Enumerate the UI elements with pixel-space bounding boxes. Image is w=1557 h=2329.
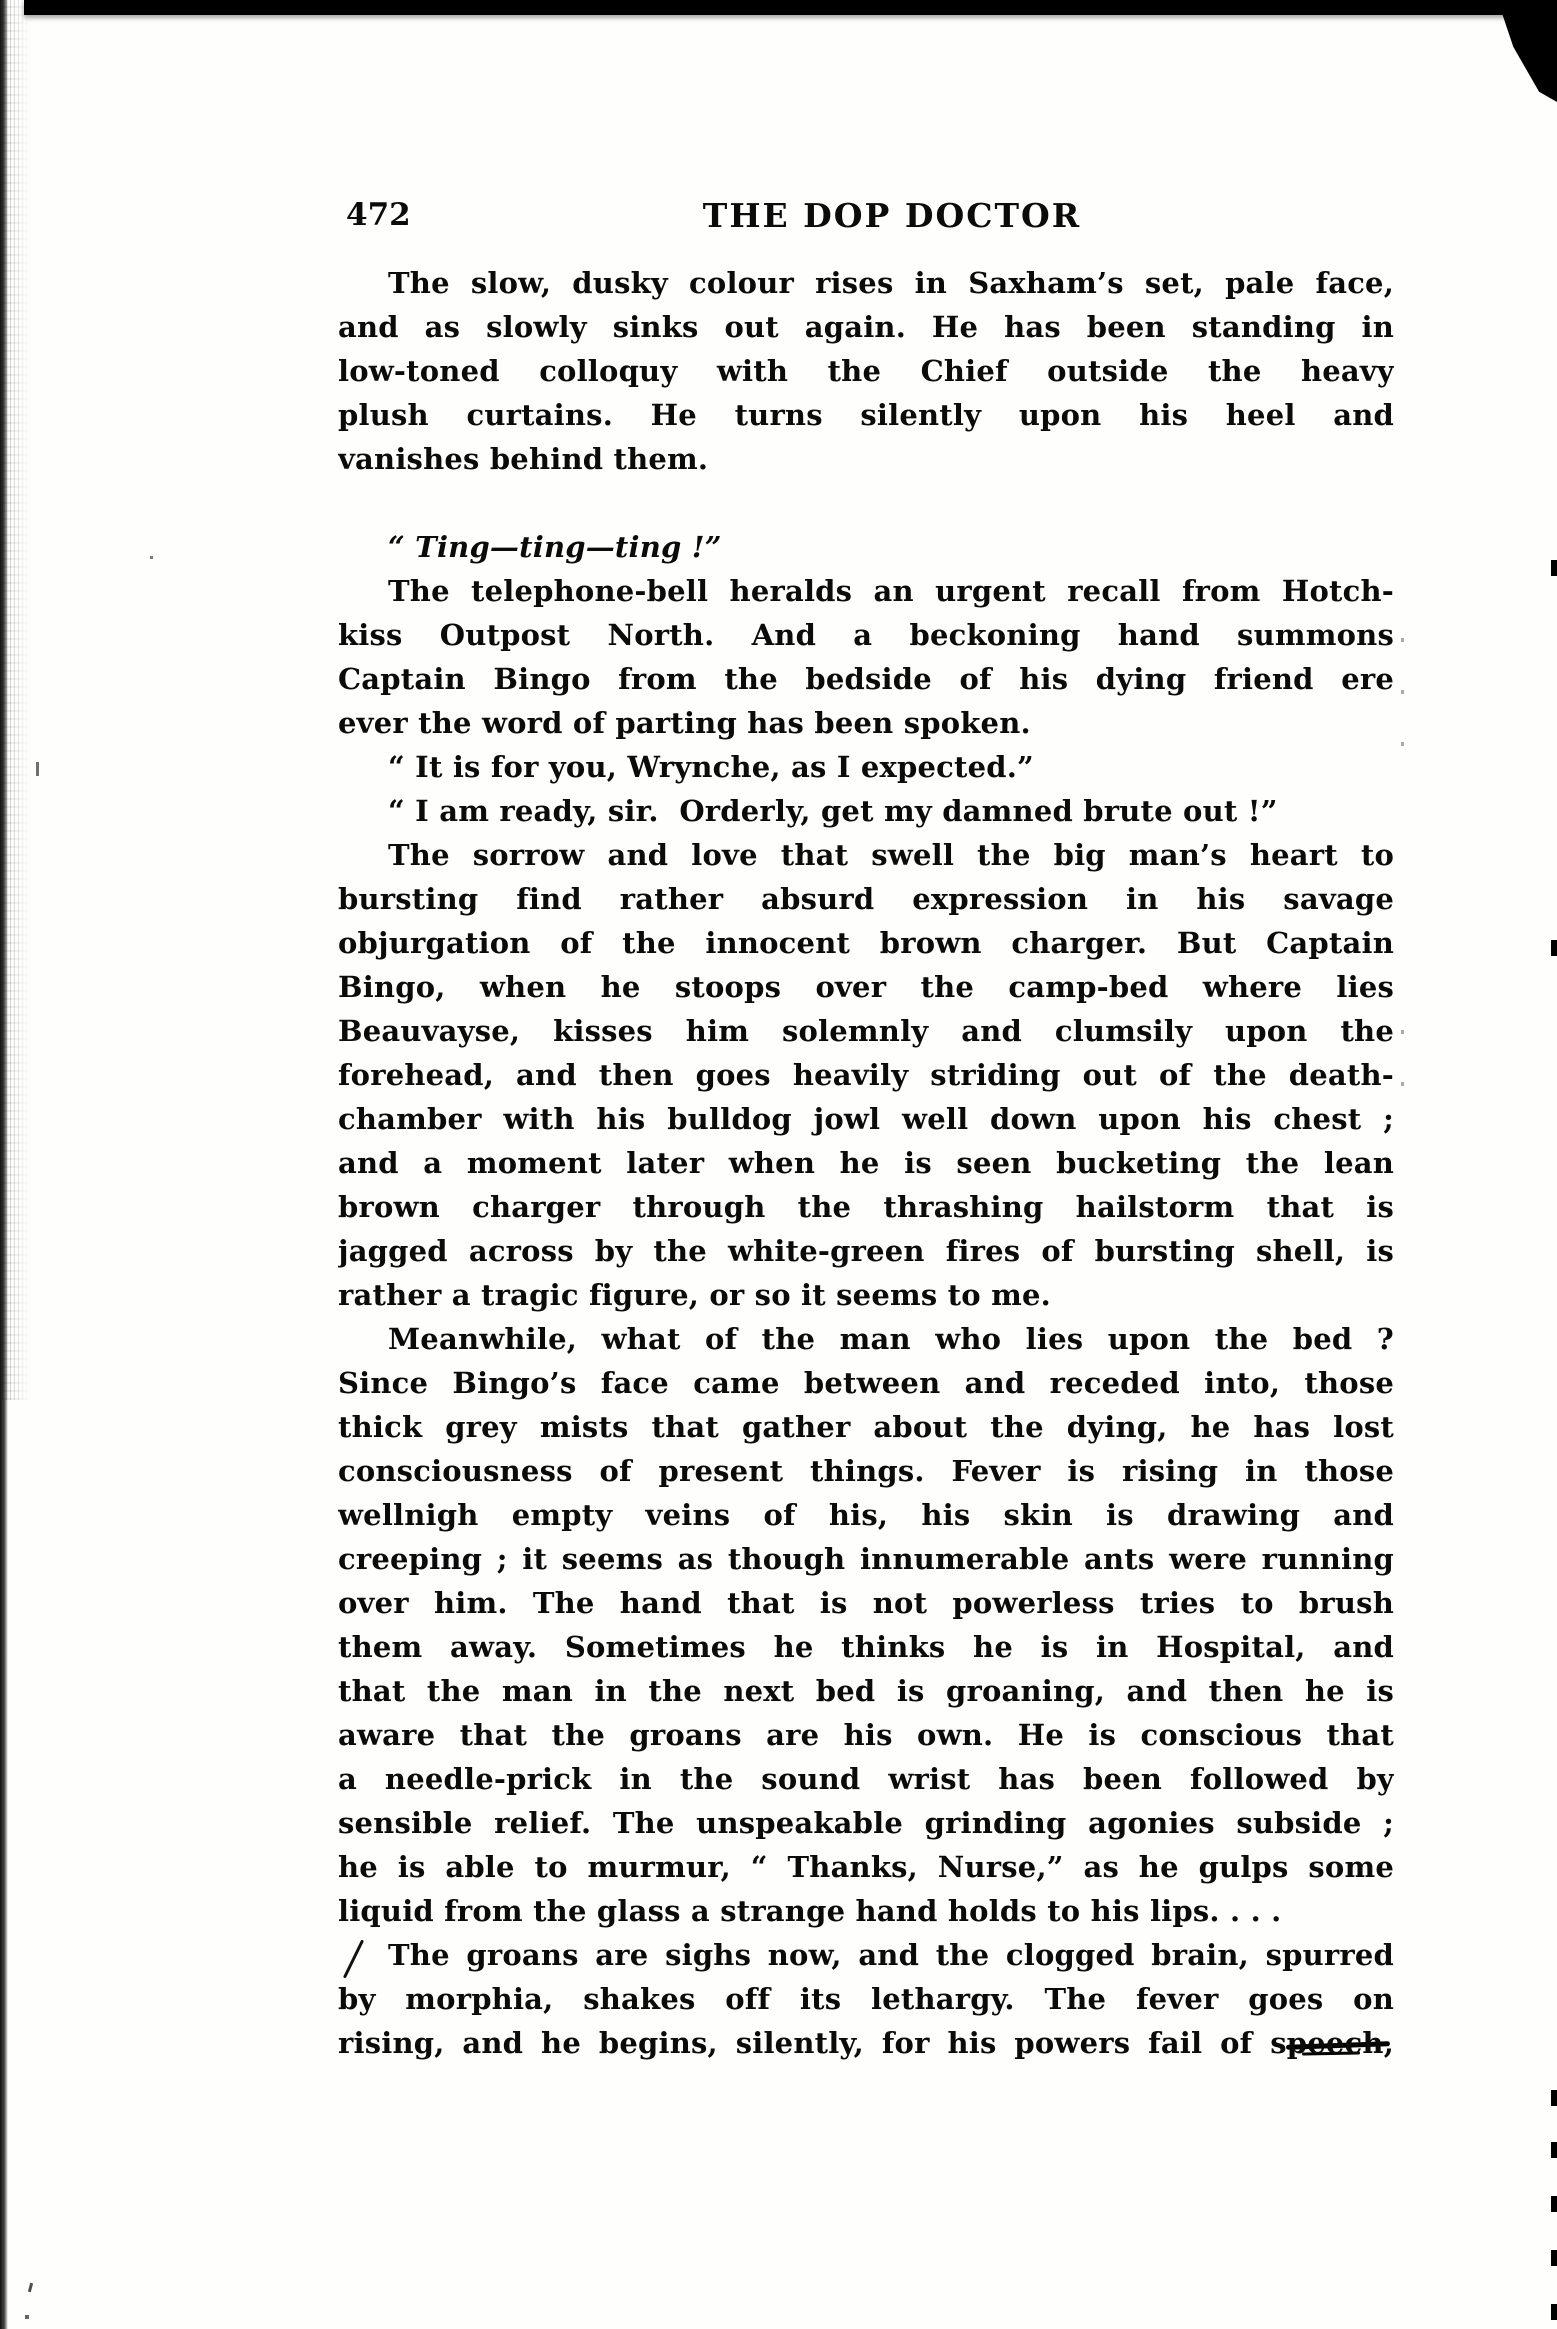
text-line: ever the word of parting has been spoken. (338, 706, 1031, 740)
scan-artifact (1401, 742, 1404, 746)
text-line: “ Ting—ting—ting !” (388, 530, 722, 564)
text-line: objurgation of the innocent brown charger. But Captain (338, 926, 1394, 960)
text-line: rising, and he begins, silently, for his powers fail of speech, (338, 2026, 1394, 2060)
text-line: low-toned colloquy with the Chief outside the heavy (338, 354, 1394, 388)
text-line: chamber with his bulldog jowl well down upon his chest ; (338, 1102, 1394, 1136)
text-line: liquid from the glass a strange hand holds to his lips. . . . (338, 1894, 1282, 1928)
line-gap (338, 481, 1394, 525)
text-line: wellnigh empty veins of his, his skin is drawing and (338, 1498, 1394, 1532)
text-line: forehead, and then goes heavily striding out of the death- (338, 1058, 1394, 1092)
scan-binding-streaks (2, 0, 30, 1400)
scan-artifact (1401, 690, 1404, 694)
text-line: and as slowly sinks out again. He has been standing in (338, 310, 1394, 344)
text-line: kiss Outpost North. And a beckoning hand summons (338, 618, 1394, 652)
text-line: Since Bingo’s face came between and receded into, those (338, 1366, 1394, 1400)
scan-artifact (1401, 638, 1404, 642)
text-line: aware that the groans are his own. He is conscious that (338, 1718, 1394, 1752)
text-line: consciousness of present things. Fever is rising in those (338, 1454, 1394, 1488)
scan-artifact (1551, 560, 1557, 576)
page-number: 472 (346, 197, 411, 233)
text-line: rather a tragic figure, or so it seems to me. (338, 1278, 1051, 1312)
scan-edge-top (24, 0, 1557, 15)
scan-artifact (1401, 1030, 1404, 1034)
text-line: Beauvayse, kisses him solemnly and clumsily upon the (338, 1014, 1394, 1048)
text-line: vanishes behind them. (338, 442, 709, 476)
text-line: jagged across by the white-green fires of bursting shell, is (338, 1234, 1394, 1268)
text-line: creeping ; it seems as though innumerable ants were running (338, 1542, 1394, 1576)
scan-artifact (36, 762, 39, 776)
page-header (338, 196, 1394, 240)
text-line: Bingo, when he stoops over the camp-bed where lies (338, 970, 1394, 1004)
text-line: The slow, dusky colour rises in Saxham’s set, pale face, (388, 266, 1394, 300)
scan-artifact (25, 2315, 29, 2319)
text-line: sensible relief. The unspeakable grinding agonies subside ; (338, 1806, 1394, 1840)
text-line: that the man in the next bed is groaning, and then he is (338, 1674, 1394, 1708)
text-line: he is able to murmur, “ Thanks, Nurse,” as he gulps some (338, 1850, 1394, 1884)
scan-artifact (1551, 2090, 1557, 2106)
running-title: THE DOP DOCTOR (702, 196, 1082, 235)
body-text (338, 261, 1394, 2065)
text-line: Meanwhile, what of the man who lies upon the bed ? (388, 1322, 1394, 1356)
text-line: The groans are sighs now, and the clogged brain, spurred (388, 1938, 1394, 1972)
text-line: Captain Bingo from the bedside of his dying friend ere (338, 662, 1394, 696)
scan-artifact (1401, 1082, 1404, 1086)
text-line: brown charger through the thrashing hailstorm that is (338, 1190, 1394, 1224)
text-line: The telephone-bell heralds an urgent recall from Hotch- (388, 574, 1394, 608)
text-line: “ It is for you, Wrynche, as I expected.” (388, 750, 1034, 784)
text-line: plush curtains. He turns silently upon his heel and (338, 398, 1394, 432)
scan-artifact (1551, 2196, 1557, 2212)
scan-artifact (1551, 2142, 1557, 2158)
text-line: by morphia, shakes off its lethargy. The fever goes on (338, 1982, 1394, 2016)
scan-artifact (28, 2283, 33, 2292)
scan-artifact (1551, 2304, 1557, 2320)
text-line: over him. The hand that is not powerless tries to brush (338, 1586, 1394, 1620)
text-line: thick grey mists that gather about the dying, he has lost (338, 1410, 1394, 1444)
scan-artifact (150, 556, 153, 559)
scan-artifact (1551, 940, 1557, 956)
scan-edge-corner (1501, 0, 1557, 102)
text-line: bursting find rather absurd expression in his savage (338, 882, 1394, 916)
text-line: them away. Sometimes he thinks he is in Hospital, and (338, 1630, 1394, 1664)
text-line: and a moment later when he is seen bucketing the lean (338, 1146, 1394, 1180)
text-line: “ I am ready, sir. Orderly, get my damned brute out !” (388, 794, 1278, 828)
text-line: a needle-prick in the sound wrist has been followed by (338, 1762, 1394, 1796)
text-line: The sorrow and love that swell the big man’s heart to (388, 838, 1394, 872)
scan-artifact (1551, 2250, 1557, 2266)
